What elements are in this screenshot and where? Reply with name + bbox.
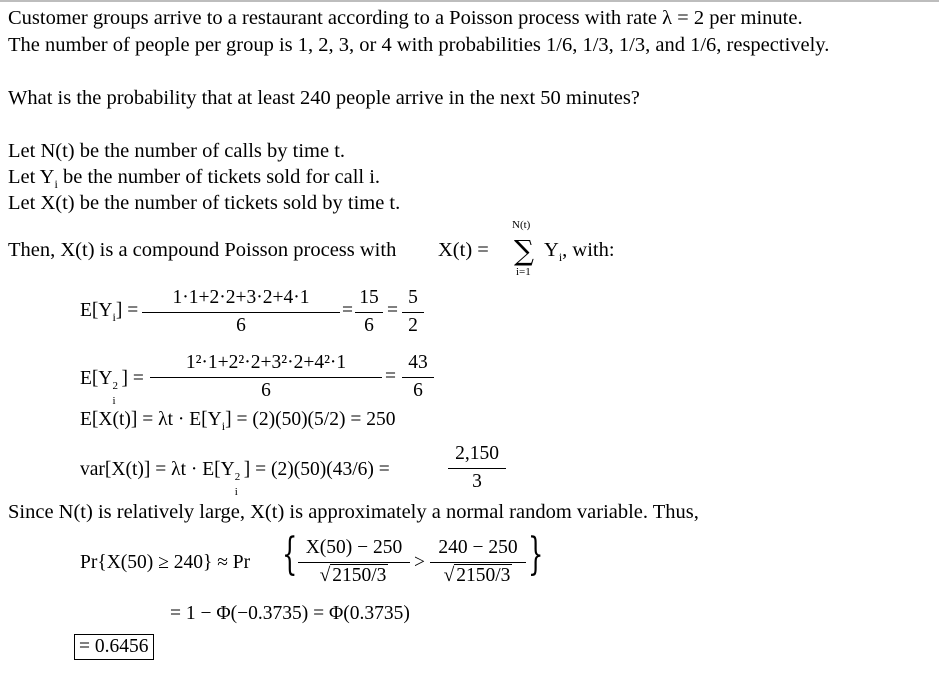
right-brace: } [528,529,544,580]
phi-line: = 1 − Φ(−0.3735) = Φ(0.3735) [170,603,410,624]
sqrt-icon: √ [319,565,331,586]
def-y: Let $Y_i$ be the number of tickets sold for call i. [8,166,381,192]
left-brace: { [282,529,298,580]
ex-line: $E[X(t)] = \lambda t \cdot E[Y_i] = (2)(50)(5/2) = 250$ [80,409,396,433]
problem-line-1: Customer groups arrive to a restaurant according to a Poisson process with rate λ = 2 per minute. [8,7,803,29]
ey-fraction-2: $\frac{15}{6}$ [355,287,383,337]
ey-lhs: $E[Y_i]$ = [80,300,139,324]
pr-lhs: Pr{X(50) ≥ 240} ≈ Pr [80,552,251,573]
ey-fraction: $\frac{1\cdot 1+2\cdot 2+3\cdot 2+4\cdot 1}{6}$ [142,287,340,337]
pr-fraction-1: $\frac{X(50) - 250}{√ 2150/3}$ [298,537,410,587]
ey-equals-1: = [342,300,353,321]
ey2-fraction: $\frac{\text{1²·1+2²·2+3²·2+4²·1}}{6}$ [150,352,382,402]
ey2-equals: = [385,366,396,387]
pr-fraction-2: $\frac{240 - 250}{√ 2150/3}$ [430,537,526,587]
def-x: Let X(t) be the number of tickets sold by time t. [8,192,401,214]
sum-lower-limit: i=1 [516,266,531,278]
var-fraction: $\frac{2,150}{3}$ [448,443,506,493]
ey2-lhs: E[Y 2 i ] = [80,368,144,407]
var-line: var[X(t)] = λt · E[Y 2 i ] = (2)(50)(43/6) = [80,459,390,498]
problem-line-2: The number of people per group is 1, 2, 3, or 4 with probabilities 1/6, 1/3, 1/3, and 1/6, respectively. [8,34,830,56]
ey-fraction-3: $\frac{5}{2}$ [402,287,424,337]
ey-equals-2: = [387,300,398,321]
compound-lhs: X(t) = [438,239,489,261]
ey2-fraction-2: $\frac{43}{6}$ [402,352,434,402]
compound-term: $Y_i$, with: [544,239,615,265]
sum-upper-limit: N(t) [512,219,531,231]
compound-prefix: Then, X(t) is a compound Poisson process with [8,239,397,261]
since-line: Since N(t) is relatively large, X(t) is approximately a normal random variable. Thus, [8,501,699,523]
pr-greater-than: > [414,552,425,573]
sum-icon: ∑ [514,234,534,267]
question-line: What is the probability that at least 240 people arrive in the next 50 minutes? [8,87,640,109]
answer-box: = 0.6456 [74,634,154,660]
sqrt-icon: √ [443,565,455,586]
def-n: Let N(t) be the number of calls by time t. [8,140,346,162]
top-rule [0,0,939,2]
